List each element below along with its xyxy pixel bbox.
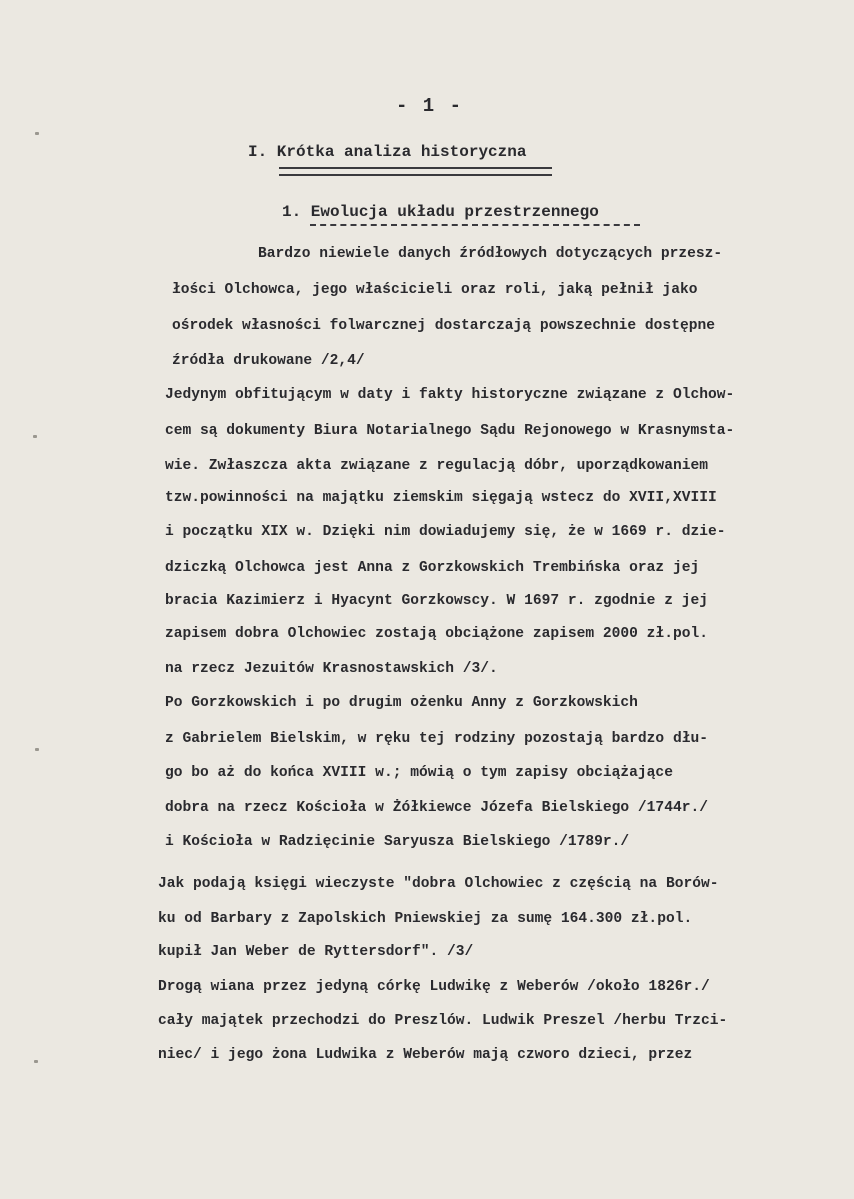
body-line: niec/ i jego żona Ludwika z Weberów mają czworo dzieci, przez <box>158 1047 693 1063</box>
body-line: bracia Kazimierz i Hyacynt Gorzkowscy. W 1697 r. zgodnie z jej <box>165 593 708 609</box>
body-line: kupił Jan Weber de Ryttersdorf". /3/ <box>158 944 474 960</box>
body-line: i Kościoła w Radzięcinie Saryusza Bielskiego /1789r./ <box>165 834 630 850</box>
body-line: ku od Barbary z Zapolskich Pniewskiej za sumę 164.300 zł.pol. <box>158 911 693 927</box>
body-line: go bo aż do końca XVIII w.; mówią o tym zapisy obciążające <box>165 765 673 781</box>
body-line: cem są dokumenty Biura Notarialnego Sądu Rejonowego w Krasnymsta- <box>165 423 735 439</box>
body-line: zapisem dobra Olchowiec zostają obciążone zapisem 2000 zł.pol. <box>165 626 708 642</box>
body-line: wie. Zwłaszcza akta związane z regulacją dóbr, uporządkowaniem <box>165 458 708 474</box>
body-line: cały majątek przechodzi do Preszlów. Ludwik Preszel /herbu Trzci- <box>158 1013 728 1029</box>
subsection-heading-underline <box>310 224 640 226</box>
body-line: Po Gorzkowskich i po drugim ożenku Anny z Gorzkowskich <box>165 695 638 711</box>
page-speck <box>33 435 37 438</box>
page-speck <box>35 132 39 135</box>
body-line: Jak podają księgi wieczyste "dobra Olchowiec z częścią na Borów- <box>158 876 719 892</box>
section-heading: I. Krótka analiza historyczna <box>248 143 527 161</box>
page-number: - 1 - <box>396 95 464 117</box>
body-line: Jedynym obfitującym w daty i fakty historyczne związane z Olchow- <box>165 387 735 403</box>
page-speck <box>35 748 39 751</box>
body-line: na rzecz Jezuitów Krasnostawskich /3/. <box>165 661 498 677</box>
body-line: z Gabrielem Bielskim, w ręku tej rodziny pozostają bardzo dłu- <box>165 731 708 747</box>
body-line: ośrodek własności folwarcznej dostarczają powszechnie dostępne <box>172 318 715 334</box>
page-speck <box>34 1060 38 1063</box>
body-line: Bardzo niewiele danych źródłowych dotyczących przesz- <box>258 246 723 262</box>
section-heading-underline <box>279 167 552 176</box>
subsection-heading: 1. Ewolucja układu przestrzennego <box>282 203 599 221</box>
body-line: dobra na rzecz Kościoła w Żółkiewce Józefa Bielskiego /1744r./ <box>165 800 708 816</box>
body-line: łości Olchowca, jego właścicieli oraz roli, jaką pełnił jako <box>172 282 698 298</box>
body-line: tzw.powinności na majątku ziemskim sięgają wstecz do XVII,XVIII <box>165 490 717 506</box>
body-line: dziczką Olchowca jest Anna z Gorzkowskich Trembińska oraz jej <box>165 560 700 576</box>
body-line: Drogą wiana przez jedyną córkę Ludwikę z Weberów /około 1826r./ <box>158 979 710 995</box>
body-line: źródła drukowane /2,4/ <box>172 353 365 369</box>
body-line: i początku XIX w. Dzięki nim dowiadujemy się, że w 1669 r. dzie- <box>165 524 726 540</box>
